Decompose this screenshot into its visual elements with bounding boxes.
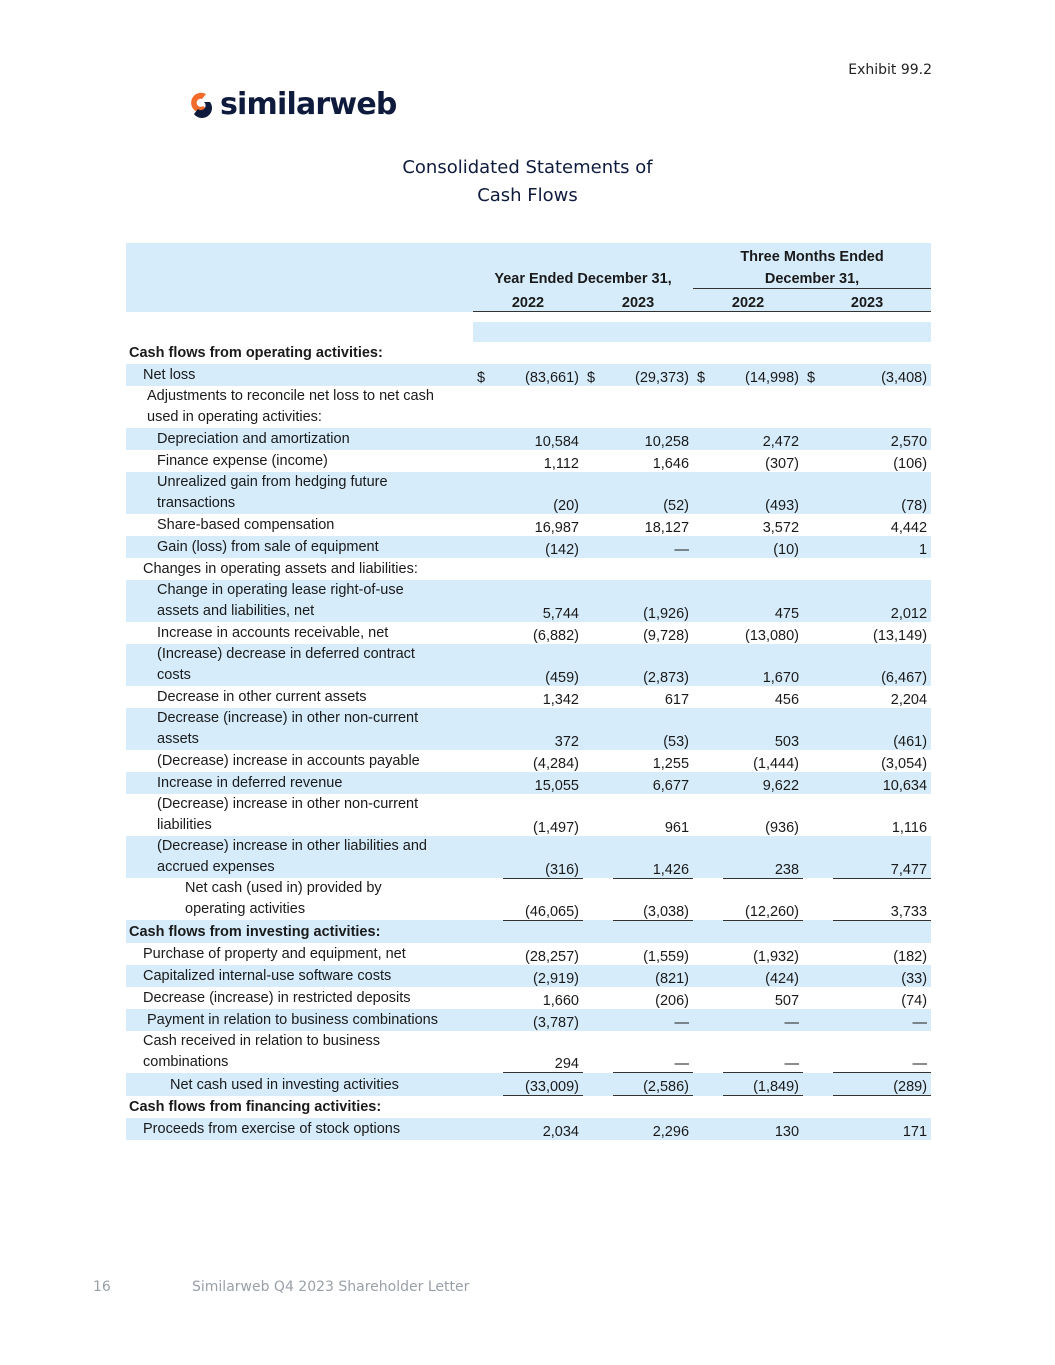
cell-value: 2,034 (503, 1118, 583, 1140)
title-line-1: Consolidated Statements of (402, 157, 653, 178)
year-col-1: 2022 (473, 289, 583, 312)
row-label: Cash received in relation to business combinations (143, 1032, 380, 1070)
cell-value: 503 (723, 708, 803, 750)
cell-value: (14,998) (723, 364, 803, 386)
table-row (126, 836, 931, 878)
cell-value: — (613, 1031, 693, 1073)
cell-value: 456 (774, 692, 800, 708)
cell-value: 475 (723, 580, 803, 622)
year-col-3: 2022 (693, 289, 803, 312)
cell-value: (20) (503, 472, 583, 514)
cell-value: 7,477 (833, 836, 931, 878)
cell-value: (10) (723, 536, 803, 558)
cell-value: 507 (774, 992, 800, 1009)
cell-value: (1,849) (723, 1073, 803, 1096)
cell-value: 1,426 (613, 836, 693, 878)
row-label: (Decrease) increase in accounts payable (157, 753, 420, 769)
spacer-row-2 (126, 322, 931, 342)
row-label: Adjustments to reconcile net loss to net cash used in operating activities: (147, 388, 434, 425)
similarweb-logo-icon (186, 90, 214, 118)
year-col-2: 2023 (583, 289, 693, 312)
cell-value: (83,661) (503, 364, 583, 386)
cell-value: (2,873) (613, 644, 693, 686)
table-row (126, 965, 931, 987)
subheading-row (126, 386, 931, 428)
cell-value: 617 (664, 692, 690, 708)
table-row (126, 794, 931, 836)
cell-value: (74) (901, 992, 928, 1009)
cell-value: — (833, 1031, 931, 1073)
table-row (126, 580, 931, 622)
cell-value: (307) (765, 456, 800, 472)
table-row (126, 364, 931, 386)
cell-value: — (833, 1009, 931, 1031)
row-label: Share-based compensation (157, 517, 335, 533)
cell-value: 10,584 (503, 428, 583, 450)
page-title (0, 154, 1055, 210)
spacer-row (126, 312, 931, 323)
cell-value: (9,728) (643, 628, 690, 644)
cell-value: 1,255 (652, 756, 690, 772)
section-operating: Cash flows from operating activities: (129, 345, 383, 361)
cell-value: (461) (833, 708, 931, 750)
cell-value: (182) (893, 948, 928, 965)
table-row (126, 428, 931, 450)
table-row (126, 536, 931, 558)
currency-symbol: $ (693, 364, 723, 386)
cell-value: 10,634 (833, 772, 931, 794)
cell-value: 2,012 (833, 580, 931, 622)
year-ended-header: Year Ended December 31, (473, 243, 693, 289)
cell-value: (3,038) (613, 878, 693, 920)
table-row (126, 987, 931, 1009)
row-label: Net cash used in investing activities (126, 1073, 473, 1096)
row-label: Capitalized internal-use software costs (126, 965, 473, 987)
cell-value: (53) (613, 708, 693, 750)
table-row (126, 1009, 931, 1031)
cell-value: 1,116 (891, 820, 928, 836)
section-operating-row (126, 342, 931, 364)
row-label: (Decrease) increase in other liabilities and accrued expenses (126, 836, 473, 878)
cell-value: (29,373) (613, 364, 693, 386)
row-label: (Increase) decrease in deferred contract costs (126, 644, 473, 686)
cell-value: 171 (833, 1118, 931, 1140)
cell-value: 1,342 (542, 692, 579, 708)
section-financing: Cash flows from financing activities: (129, 1099, 382, 1115)
cell-value: 2,472 (723, 428, 803, 450)
year-row (126, 289, 931, 312)
table-row (126, 686, 931, 708)
row-label: Decrease (increase) in other non-current assets (126, 708, 473, 750)
table-row (126, 772, 931, 794)
cell-value: (1,932) (753, 948, 800, 965)
row-label: Decrease (increase) in restricted deposits (143, 989, 411, 1006)
table-row (126, 622, 931, 644)
cell-value: (6,882) (533, 628, 579, 644)
cell-value: (28,257) (524, 948, 579, 965)
cell-value: (33,009) (503, 1073, 583, 1096)
table-row (126, 1118, 931, 1140)
cell-value: (52) (613, 472, 693, 514)
cell-value: 18,127 (644, 520, 690, 536)
cell-value: 2,570 (833, 428, 931, 450)
cell-value: 6,677 (613, 772, 693, 794)
cell-value: 4,442 (890, 520, 928, 536)
row-label: Proceeds from exercise of stock options (126, 1118, 473, 1140)
cell-value: 2,296 (613, 1118, 693, 1140)
title-line-2: Cash Flows (477, 185, 578, 206)
cell-value: (4,284) (533, 756, 579, 772)
currency-symbol: $ (803, 364, 833, 386)
cell-value: 3,572 (762, 520, 800, 536)
currency-symbol: $ (583, 364, 613, 386)
cell-value: 238 (723, 836, 803, 878)
table-row (126, 943, 931, 965)
subtotal-row (126, 1073, 931, 1096)
cell-value: (2,586) (613, 1073, 693, 1096)
cell-value: (3,787) (503, 1009, 583, 1031)
row-label: Finance expense (income) (157, 453, 328, 469)
cell-value: 1,660 (542, 992, 579, 1009)
cell-value: (1,926) (613, 580, 693, 622)
table-row (126, 750, 931, 772)
cell-value: (13,149) (873, 628, 928, 644)
exhibit-label: Exhibit 99.2 (848, 62, 932, 78)
subtotal-row (126, 878, 931, 920)
row-label: Decrease in other current assets (157, 689, 367, 705)
cell-value: 961 (664, 820, 690, 836)
row-label: Depreciation and amortization (126, 428, 473, 450)
cell-value: (493) (723, 472, 803, 514)
cell-value: (206) (655, 992, 690, 1009)
logo-wordmark: similarweb (220, 86, 397, 122)
row-label: Net loss (126, 364, 473, 386)
footer-text: Similarweb Q4 2023 Shareholder Letter (192, 1279, 470, 1295)
cell-value: — (723, 1009, 803, 1031)
row-label: Unrealized gain from hedging future transactions (126, 472, 473, 514)
row-label: (Decrease) increase in other non-current liabilities (157, 796, 419, 833)
table-row (126, 472, 931, 514)
cell-value: 2,204 (890, 692, 928, 708)
header-row-1 (126, 243, 931, 265)
cell-value: 1,646 (652, 456, 690, 472)
row-label: Increase in deferred revenue (126, 772, 473, 794)
cell-value: (821) (613, 965, 693, 987)
row-label: Payment in relation to business combinations (126, 1009, 473, 1031)
table-row (126, 644, 931, 686)
cell-value: 9,622 (723, 772, 803, 794)
cell-value: (936) (765, 820, 800, 836)
cell-value: 15,055 (503, 772, 583, 794)
cell-value: (6,467) (833, 644, 931, 686)
currency-symbol: $ (473, 364, 503, 386)
row-label: Change in operating lease right-of-use assets and liabilities, net (126, 580, 473, 622)
subheading-row (126, 558, 931, 580)
cell-value: 5,744 (503, 580, 583, 622)
cell-value: 130 (723, 1118, 803, 1140)
cell-value: (12,260) (723, 878, 803, 920)
row-label: Increase in accounts receivable, net (157, 625, 389, 641)
three-months-header-line2: December 31, (693, 265, 931, 289)
year-col-4: 2023 (803, 289, 931, 312)
cell-value: (106) (893, 456, 928, 472)
cell-value: (142) (503, 536, 583, 558)
cell-value: (78) (833, 472, 931, 514)
cell-value: (3,408) (833, 364, 931, 386)
cell-value: 1,112 (543, 456, 579, 472)
cell-value: — (613, 536, 693, 558)
section-financing-row (126, 1096, 931, 1119)
cell-value: (13,080) (745, 628, 800, 644)
cell-value: 1,670 (723, 644, 803, 686)
row-label: Net cash (used in) provided by operating activities (185, 880, 382, 917)
cash-flow-table (126, 243, 931, 1140)
cell-value: 1 (833, 536, 931, 558)
row-label: Changes in operating assets and liabilities: (143, 561, 418, 577)
cell-value: (459) (503, 644, 583, 686)
section-investing-row (126, 920, 931, 943)
cell-value: (3,054) (881, 756, 928, 772)
cell-value: (1,559) (643, 948, 690, 965)
cell-value: (424) (723, 965, 803, 987)
row-label: Purchase of property and equipment, net (143, 945, 406, 962)
three-months-header-line1: Three Months Ended (693, 243, 931, 265)
cell-value: (2,919) (503, 965, 583, 987)
cell-value: (1,497) (533, 820, 579, 836)
cell-value: (289) (833, 1073, 931, 1096)
cell-value: — (723, 1031, 803, 1073)
cell-value: (33) (833, 965, 931, 987)
cell-value: 10,258 (613, 428, 693, 450)
cell-value: — (613, 1009, 693, 1031)
page-number: 16 (93, 1279, 111, 1295)
cell-value: (1,444) (753, 756, 800, 772)
table-row (126, 450, 931, 472)
row-label: Gain (loss) from sale of equipment (126, 536, 473, 558)
similarweb-logo (186, 84, 397, 124)
cell-value: (46,065) (503, 878, 583, 920)
cell-value: 294 (503, 1031, 583, 1073)
cell-value: 3,733 (833, 878, 931, 920)
cell-value: 372 (503, 708, 583, 750)
cell-value: 16,987 (534, 520, 579, 536)
table-row (126, 514, 931, 536)
section-investing: Cash flows from investing activities: (126, 920, 931, 943)
table-row (126, 1031, 931, 1073)
table-row (126, 708, 931, 750)
cell-value: (316) (503, 836, 583, 878)
